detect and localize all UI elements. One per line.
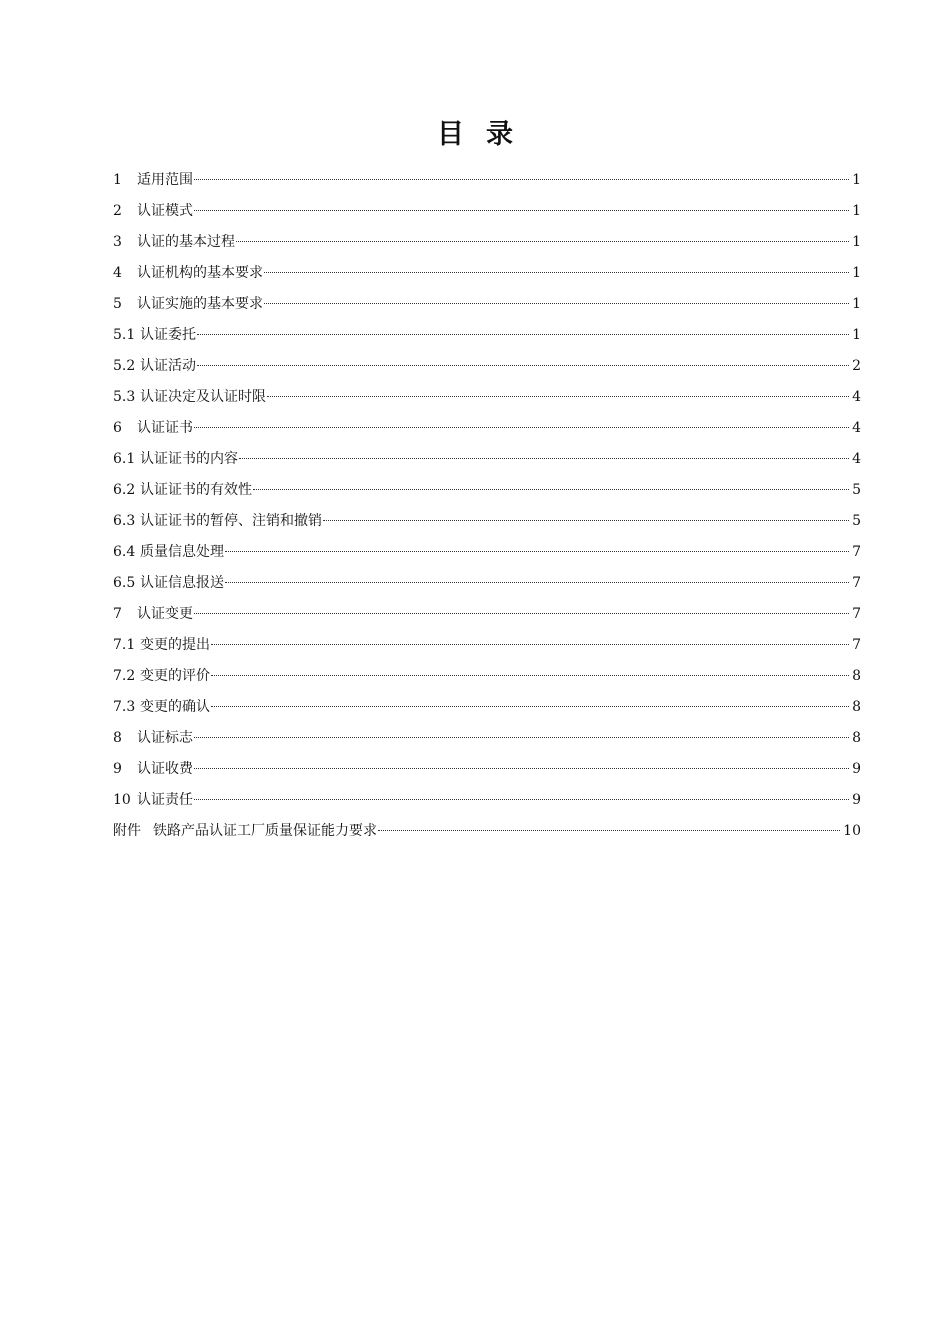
toc-entry[interactable] — [113, 819, 861, 850]
toc-dot-leader — [197, 365, 849, 366]
title-char: 目 — [437, 119, 464, 150]
toc-entry-number: 6 — [113, 420, 122, 436]
toc-entry-page-number: 8 — [852, 730, 861, 746]
toc-entry-page-number: 8 — [852, 699, 861, 715]
toc-dot-leader — [264, 272, 849, 273]
toc-entry-number: 6.4 — [113, 544, 136, 560]
toc-entry-number: 5.1 — [113, 327, 136, 343]
toc-entry[interactable] — [113, 571, 861, 602]
toc-entry-number: 9 — [113, 761, 122, 777]
toc-entry-page-number: 1 — [852, 265, 861, 281]
toc-entry-page-number: 4 — [852, 389, 861, 405]
toc-entry-number: 4 — [113, 265, 122, 281]
toc-entry-label: 认证变更 — [137, 606, 193, 622]
toc-entry-label: 认证模式 — [137, 203, 193, 219]
toc-dot-leader — [225, 551, 849, 552]
toc-dot-leader — [323, 520, 849, 521]
toc-entry-label: 认证的基本过程 — [137, 234, 235, 250]
toc-entry-page-number: 10 — [843, 823, 861, 839]
table-of-contents — [113, 168, 861, 850]
toc-entry-label: 适用范围 — [137, 172, 193, 188]
toc-entry[interactable] — [113, 385, 861, 416]
toc-entry-number: 6.5 — [113, 575, 136, 591]
toc-entry-page-number: 1 — [852, 203, 861, 219]
toc-entry[interactable] — [113, 230, 861, 261]
toc-entry-label: 认证证书的暂停、注销和撤销 — [140, 513, 322, 529]
toc-entry-number: 7 — [113, 606, 122, 622]
toc-entry[interactable] — [113, 633, 861, 664]
toc-entry-page-number: 7 — [852, 637, 861, 653]
toc-entry-label: 认证委托 — [140, 327, 196, 343]
toc-entry-page-number: 7 — [852, 606, 861, 622]
toc-dot-leader — [267, 396, 849, 397]
toc-dot-leader — [211, 706, 849, 707]
toc-entry[interactable] — [113, 447, 861, 478]
toc-entry[interactable] — [113, 540, 861, 571]
toc-dot-leader — [211, 644, 849, 645]
toc-entry[interactable] — [113, 416, 861, 447]
toc-entry-number: 附件 — [113, 823, 141, 839]
toc-entry[interactable] — [113, 757, 861, 788]
toc-dot-leader — [194, 179, 849, 180]
toc-entry[interactable] — [113, 726, 861, 757]
toc-entry-number: 7.1 — [113, 637, 136, 653]
toc-dot-leader — [194, 768, 849, 769]
toc-entry-label: 认证证书的内容 — [140, 451, 238, 467]
toc-entry-number: 5.2 — [113, 358, 136, 374]
toc-dot-leader — [236, 241, 849, 242]
toc-dot-leader — [378, 830, 840, 831]
toc-entry-page-number: 1 — [852, 234, 861, 250]
toc-entry[interactable] — [113, 199, 861, 230]
toc-entry[interactable] — [113, 695, 861, 726]
toc-entry-number: 6.3 — [113, 513, 136, 529]
toc-entry-number: 1 — [113, 172, 122, 188]
toc-entry-number: 8 — [113, 730, 122, 746]
toc-entry-page-number: 1 — [852, 296, 861, 312]
toc-entry[interactable] — [113, 509, 861, 540]
toc-entry-label: 认证标志 — [137, 730, 193, 746]
toc-dot-leader — [194, 613, 849, 614]
toc-entry-number: 6.1 — [113, 451, 136, 467]
toc-entry-label: 变更的评价 — [140, 668, 210, 684]
toc-entry-label: 认证收费 — [137, 761, 193, 777]
toc-dot-leader — [264, 303, 849, 304]
toc-entry[interactable] — [113, 664, 861, 695]
toc-entry-label: 认证责任 — [137, 792, 193, 808]
toc-entry-page-number: 4 — [852, 420, 861, 436]
toc-entry-page-number: 2 — [852, 358, 861, 374]
toc-entry-number: 3 — [113, 234, 122, 250]
toc-entry-page-number: 1 — [852, 172, 861, 188]
toc-dot-leader — [194, 737, 849, 738]
toc-entry-number: 10 — [113, 792, 131, 808]
toc-entry-number: 6.2 — [113, 482, 136, 498]
toc-entry-number: 2 — [113, 203, 122, 219]
title-char: 录 — [486, 119, 513, 150]
toc-entry-label: 认证证书的有效性 — [140, 482, 252, 498]
toc-dot-leader — [211, 675, 849, 676]
toc-entry-page-number: 4 — [852, 451, 861, 467]
toc-entry-page-number: 9 — [852, 761, 861, 777]
toc-dot-leader — [197, 334, 849, 335]
toc-entry-label: 认证证书 — [137, 420, 193, 436]
toc-entry-page-number: 8 — [852, 668, 861, 684]
toc-entry-label: 认证决定及认证时限 — [140, 389, 266, 405]
toc-entry-label: 质量信息处理 — [140, 544, 224, 560]
toc-entry-label: 变更的确认 — [140, 699, 210, 715]
toc-entry[interactable] — [113, 602, 861, 633]
toc-entry[interactable] — [113, 168, 861, 199]
toc-entry[interactable] — [113, 788, 861, 819]
toc-entry[interactable] — [113, 323, 861, 354]
toc-entry-page-number: 7 — [852, 575, 861, 591]
toc-entry[interactable] — [113, 478, 861, 509]
toc-entry-number: 7.2 — [113, 668, 136, 684]
toc-dot-leader — [194, 799, 849, 800]
toc-entry-page-number: 1 — [852, 327, 861, 343]
toc-entry-label: 认证活动 — [140, 358, 196, 374]
toc-entry-label: 变更的提出 — [140, 637, 210, 653]
toc-entry-label: 认证信息报送 — [140, 575, 224, 591]
toc-entry[interactable] — [113, 261, 861, 292]
toc-dot-leader — [225, 582, 849, 583]
toc-entry-number: 7.3 — [113, 699, 136, 715]
toc-entry[interactable] — [113, 292, 861, 323]
toc-entry-page-number: 9 — [852, 792, 861, 808]
toc-entry-number: 5.3 — [113, 389, 136, 405]
toc-entry[interactable] — [113, 354, 861, 385]
toc-entry-page-number: 5 — [852, 513, 861, 529]
toc-dot-leader — [253, 489, 849, 490]
toc-entry-page-number: 7 — [852, 544, 861, 560]
toc-entry-label: 铁路产品认证工厂质量保证能力要求 — [153, 823, 377, 839]
toc-entry-page-number: 5 — [852, 482, 861, 498]
page-title — [0, 112, 950, 151]
toc-entry-label: 认证实施的基本要求 — [137, 296, 263, 312]
toc-entry-label: 认证机构的基本要求 — [137, 265, 263, 281]
toc-dot-leader — [194, 427, 849, 428]
toc-entry-number: 5 — [113, 296, 122, 312]
toc-dot-leader — [194, 210, 849, 211]
toc-dot-leader — [239, 458, 849, 459]
